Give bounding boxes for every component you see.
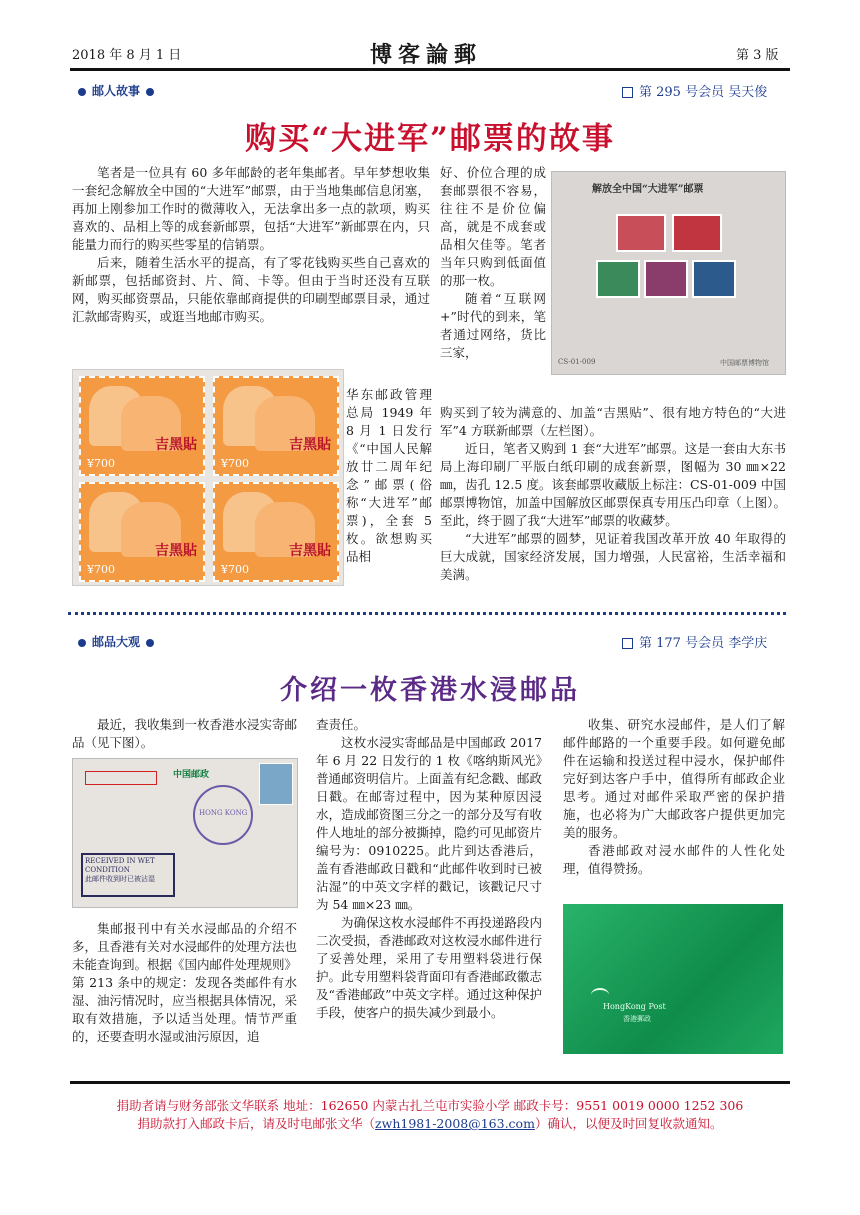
paragraph: 华东邮政管理总局 1949 年 8 月 1 日发行《“中国人民解放廿二周年纪念”邮票(俗称“大进军”邮票)，全套 5 枚。欲想购买品相 xyxy=(346,387,432,564)
section-label: 邮人故事 xyxy=(92,84,141,98)
section-divider xyxy=(68,612,786,615)
paragraph: 购买到了较为满意的、加盖“吉黑贴”、很有地方特色的“大进军”4 方联新邮票（左栏图）。 xyxy=(440,405,786,438)
stamp xyxy=(672,214,722,252)
section-label: 邮品大观 xyxy=(92,635,141,649)
stamp xyxy=(644,260,688,298)
paragraph: “大进军”邮票的圆梦，见证着我国改革开放 40 年取得的巨大成就，国家经济发展，国力增强，人民富裕，生活幸福和美满。 xyxy=(440,531,786,582)
article-title-1: 购买“大进军”邮票的故事 xyxy=(245,121,615,157)
paragraph: 查责任。 xyxy=(316,717,367,732)
paragraph: 收集、研究水浸邮件，是人们了解邮件邮路的一个重要手段。如何避免邮件在运输和投送过程中浸水，保护邮件完好到达客户手中，值得所有邮政企业思考。通过对邮件采取严密的保护措施，也必将为广大邮政客户提供更加完美的服务。 xyxy=(563,717,785,840)
paragraph: 为确保这枚水浸邮件不再投递路段内二次受损，香港邮政对这枚浸水邮件进行了妥善处理，采用了专用塑料袋进行保护。此专用塑料袋背面印有香港邮政徽志及“香港邮政”中英文字样。通过这种保护手段，使客户的损失减少到最小。 xyxy=(316,915,542,1020)
square-icon xyxy=(622,87,633,98)
article2-column-1b xyxy=(72,920,297,1046)
footer-line-2: 捐助款打入邮政卡后，请及时电邮张文华（zwh1981-2008@163.com）确认，以便及时回复收款通知。 xyxy=(137,1116,723,1131)
paragraph: 集邮报刊中有关水浸邮品的介绍不多，且香港有关对水浸邮件的处理方法也未能查询到。根据《国内邮件处理规则》第 213 条中的规定：发现各类邮件有水湿、油污情况时，应当根据具体情况，采取有效措施，予以适当处理。情节严重的，还要查明水湿或油污原因，追 xyxy=(72,921,298,1044)
header-rule xyxy=(70,68,790,71)
stamp xyxy=(692,260,736,298)
bullet-icon xyxy=(78,639,86,647)
stamp-block-photo xyxy=(72,369,344,586)
stamp xyxy=(596,260,640,298)
article2-column-1 xyxy=(72,716,297,752)
paragraph: 这枚水浸实寄邮品是中国邮政 2017 年 6 月 22 日发行的 1 枚《喀纳斯风光》普通邮资明信片。上面盖有纪念戳、邮政日戳。在邮寄过程中，因为某种原因浸水，造成邮资图三分之一的部分及写有收件人地址的部分被撕掉，隐约可见邮资片编号为：0910225。此片到达香港后，盖有香港邮政日戳和“此邮件收到时已被沾湿”的中英文字样的戳记，该戳记尺寸为 54 ㎜×23 ㎜。 xyxy=(316,735,542,912)
paragraph: 随着“互联网+”时代的到来，笔者通过网络，货比三家， xyxy=(440,291,546,360)
paragraph: 近日，笔者又购到 1 套“大进军”邮票。这是一套由大东书局上海印刷厂平版白纸印刷的成套新票，图幅为 30 ㎜×22 ㎜，齿孔 12.5 度。该套邮票收藏版上标注：CS-01-009 中国邮票博物馆，加盖中国解放区邮票保真专用压凸印章（上图）。至此，终于圆了我“大进军”邮票的收藏梦。 xyxy=(440,441,786,528)
section-tag-2 xyxy=(72,633,160,650)
square-icon xyxy=(622,638,633,649)
issue-date: 2018 年 8 月 1 日 xyxy=(72,48,182,63)
stamp-album-photo: 解放全中国“大进军”邮票 CS-01-009 中国邮票博物馆 xyxy=(551,171,786,375)
page-number: 第 3 版 xyxy=(736,48,779,63)
bullet-icon xyxy=(78,88,86,96)
article1-narrow-column xyxy=(346,386,432,566)
stamp: 吉黑貼 ¥700 xyxy=(79,376,205,476)
author-line-2 xyxy=(622,632,767,651)
paragraph: 后来，随着生活水平的提高，有了零花钱购买些自己喜欢的新邮票，包括邮资封、片、简、卡等。但由于当时还没有互联网，购买邮资票品，只能依靠邮商提供的印刷型邮票目录，通过汇款邮寄购买，或逛当地邮市购买。 xyxy=(72,255,430,324)
paragraph: 笔者是一位具有 60 多年邮龄的老年集邮者。早年梦想收集一套纪念解放全中国的“大进军”邮票，由于当地集邮信息闭塞，再加上刚参加工作时的微薄收入，无法拿出多一点的款项，购买喜欢的、品相上等的成套新邮票，包括“大进军”新邮票在内，只能量力而行的购买些零星的信销票。 xyxy=(72,165,430,252)
hongkong-post-logo-icon xyxy=(591,988,609,1002)
article1-right-column xyxy=(440,404,786,584)
article1-left-column xyxy=(72,164,430,326)
author-name: 第 295 号会员 吴天俊 xyxy=(639,85,768,100)
article-title-2: 介绍一枚香港水浸邮品 xyxy=(280,675,580,706)
email-link[interactable]: zwh1981-2008@163.com xyxy=(375,1116,535,1131)
paragraph: 香港邮政对浸水邮件的人性化处理，值得赞扬。 xyxy=(563,843,785,876)
paragraph: 好、价位合理的成套邮票很不容易，往往不是价位偏高，就是不成套或品相欠佳等。笔者当年只购到低面值的那一枚。 xyxy=(440,165,546,288)
article1-mid-column xyxy=(440,164,546,362)
bullet-icon xyxy=(146,639,154,647)
footer-rule xyxy=(70,1081,790,1084)
stamp xyxy=(616,214,666,252)
stamp: 吉黑貼 ¥700 xyxy=(213,376,339,476)
wet-condition-stamp: RECEIVED IN WET CONDITION 此邮件收到时已被沾湿 xyxy=(81,853,175,897)
water-damaged-postcard-photo: 中国邮政 HONG KONG RECEIVED IN WET CONDITION 此邮件收到时已被沾湿 xyxy=(72,758,298,908)
stamp: 吉黑貼 ¥700 xyxy=(79,482,205,582)
author-line-1 xyxy=(622,81,767,100)
footer-line-1: 捐助者请与财务部张文华联系 地址：162650 内蒙古扎兰屯市实验小学 邮政卡号：9551 0019 0000 1252 306 xyxy=(116,1098,744,1113)
author-name: 第 177 号会员 李学庆 xyxy=(639,636,768,651)
article2-column-3 xyxy=(563,716,785,878)
masthead: 博客論郵 xyxy=(370,42,483,68)
stamp: 吉黑貼 ¥700 xyxy=(213,482,339,582)
paragraph: 最近，我收集到一枚香港水浸实寄邮品（见下图）。 xyxy=(72,717,298,750)
hongkong-post-bag-photo: HongKong Post 香港郵政 xyxy=(563,904,783,1054)
article2-column-2 xyxy=(316,716,542,1022)
stamp xyxy=(259,763,293,805)
section-tag-1 xyxy=(72,82,160,99)
bullet-icon xyxy=(146,88,154,96)
